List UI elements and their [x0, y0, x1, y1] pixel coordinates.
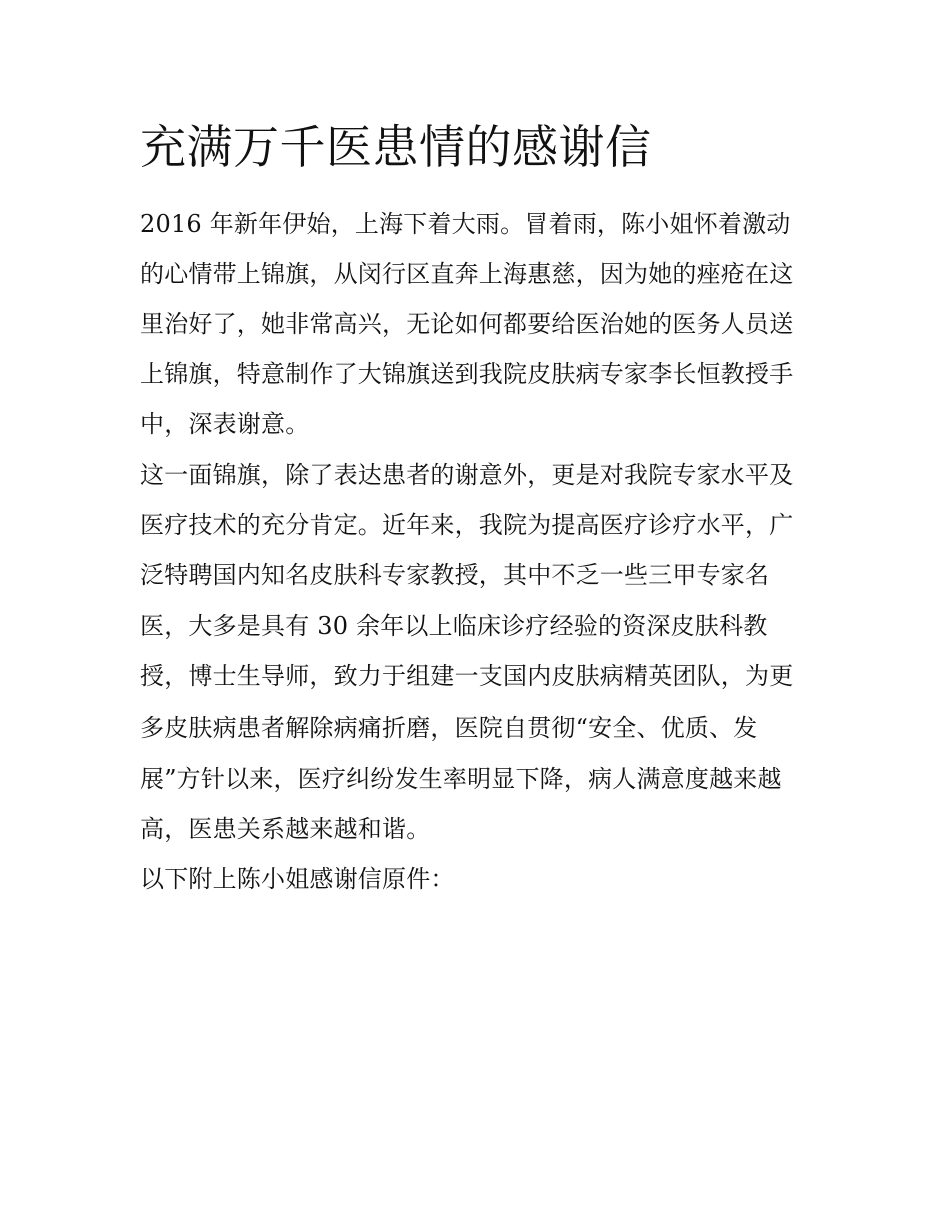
text-line: 中，深表谢意。: [140, 410, 310, 438]
text-line: 医，大多是具有 30 余年以上临床诊疗经验的资深皮肤科教: [140, 612, 768, 640]
text-line: 的心情带上锦旗，从闵行区直奔上海惠慈，因为她的痤疮在这: [140, 260, 794, 288]
text-line: 授，博士生导师，致力于组建一支国内皮肤病精英团队，为更: [140, 662, 794, 690]
text-line: 以下附上陈小姐感谢信原件：: [140, 865, 455, 893]
text-line: 展”方针以来，医疗纠纷发生率明显下降，病人满意度越来越: [140, 765, 782, 793]
text-line: 2016 年新年伊始，上海下着大雨。冒着雨，陈小姐怀着激动: [140, 210, 791, 238]
text-line: 高，医患关系越来越和谐。: [140, 815, 431, 843]
text-line: 多皮肤病患者解除病痛折磨，医院自贯彻“安全、优质、发: [140, 714, 758, 742]
text-line: 上锦旗，特意制作了大锦旗送到我院皮肤病专家李长恒教授手: [140, 360, 794, 388]
text-line: 泛特聘国内知名皮肤科专家教授，其中不乏一些三甲专家名: [140, 561, 770, 589]
text-line: 这一面锦旗，除了表达患者的谢意外，更是对我院专家水平及: [140, 461, 794, 489]
text-line: 里治好了，她非常高兴，无论如何都要给医治她的医务人员送: [140, 310, 794, 338]
text-line: 医疗技术的充分肯定。近年来，我院为提高医疗诊疗水平，广: [140, 511, 794, 539]
page-title: 充满万千医患情的感谢信: [140, 120, 652, 174]
